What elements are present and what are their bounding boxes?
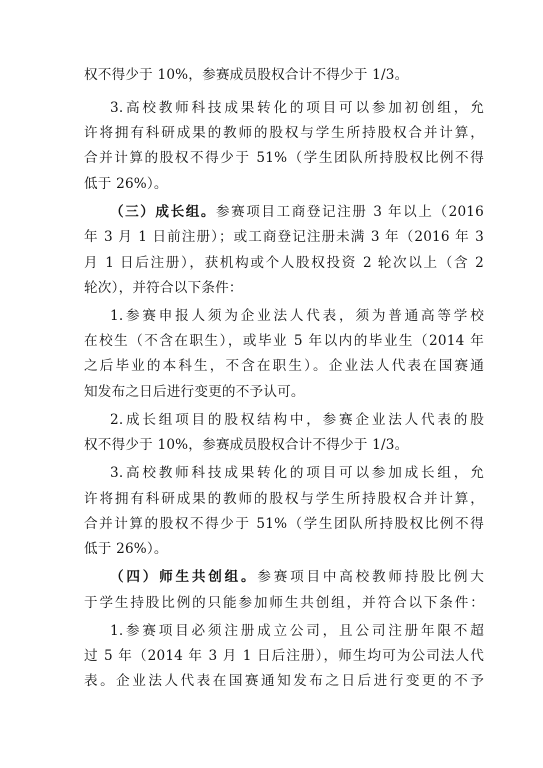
text-line: 许将拥有科研成果的教师的股权与学生所持股权合并计算， (84, 491, 484, 507)
text-line: 月 1 日后注册），获机构或个人股权投资 2 轮次以上（含 2 (84, 255, 484, 271)
text-line: 年 3 月 1 日前注册）；或工商登记注册未满 3 年（2016 年 3 (84, 229, 484, 245)
text-line: 权不得少于 10%，参赛成员股权合计不得少于 1/3。 (84, 67, 409, 83)
text-line: 合并计算的股权不得少于 51%（学生团队所持股权比例不得 (84, 516, 484, 532)
text-line: 于学生持股比例的只能参加师生共创组，并符合以下条件： (84, 595, 484, 611)
text-line: 过 5 年（2014 年 3 月 1 日后注册），师生均可为公司法人代 (84, 648, 484, 664)
section-heading: （三）成长组。 (110, 204, 216, 220)
section-heading-line: （四）师生共创组。参赛项目中高校教师持股比例大 (110, 569, 484, 585)
text-line: 之后毕业的本科生，不含在职生）。企业法人代表在国赛通 (84, 358, 484, 374)
section-heading: （四）师生共创组。 (110, 569, 258, 585)
text-line: 低于 26%）。 (84, 541, 168, 557)
text-line: 1.参赛项目必须注册成立公司，且公司注册年限不超 (110, 623, 484, 639)
text-line: 轮次），并符合以下条件： (84, 280, 243, 296)
text-line: 合并计算的股权不得少于 51%（学生团队所持股权比例不得 (84, 150, 484, 166)
text-line: 3.高校教师科技成果转化的项目可以参加初创组，允 (110, 100, 484, 116)
text-line: 1.参赛申报人须为企业法人代表，须为普通高等学校 (110, 308, 484, 324)
text-line: 知发布之日后进行变更的不予认可。 (84, 384, 305, 400)
text-line: 权不得少于 10%，参赛成员股权合计不得少于 1/3。 (84, 437, 409, 453)
text-line: 表。企业法人代表在国赛通知发布之日后进行变更的不予 (84, 673, 484, 689)
text-line: 低于 26%）。 (84, 176, 168, 192)
text-line: 许将拥有科研成果的教师的股权与学生所持股权合并计算， (84, 125, 484, 141)
section-heading-line: （三）成长组。参赛项目工商登记注册 3 年以上（2016 (110, 204, 484, 220)
text-line: 3.高校教师科技成果转化的项目可以参加成长组，允 (110, 465, 484, 481)
text-line: 2.成长组项目的股权结构中，参赛企业法人代表的股 (110, 412, 484, 428)
text-line: 在校生（不含在职生），或毕业 5 年以内的毕业生（2014 年 (84, 333, 484, 349)
